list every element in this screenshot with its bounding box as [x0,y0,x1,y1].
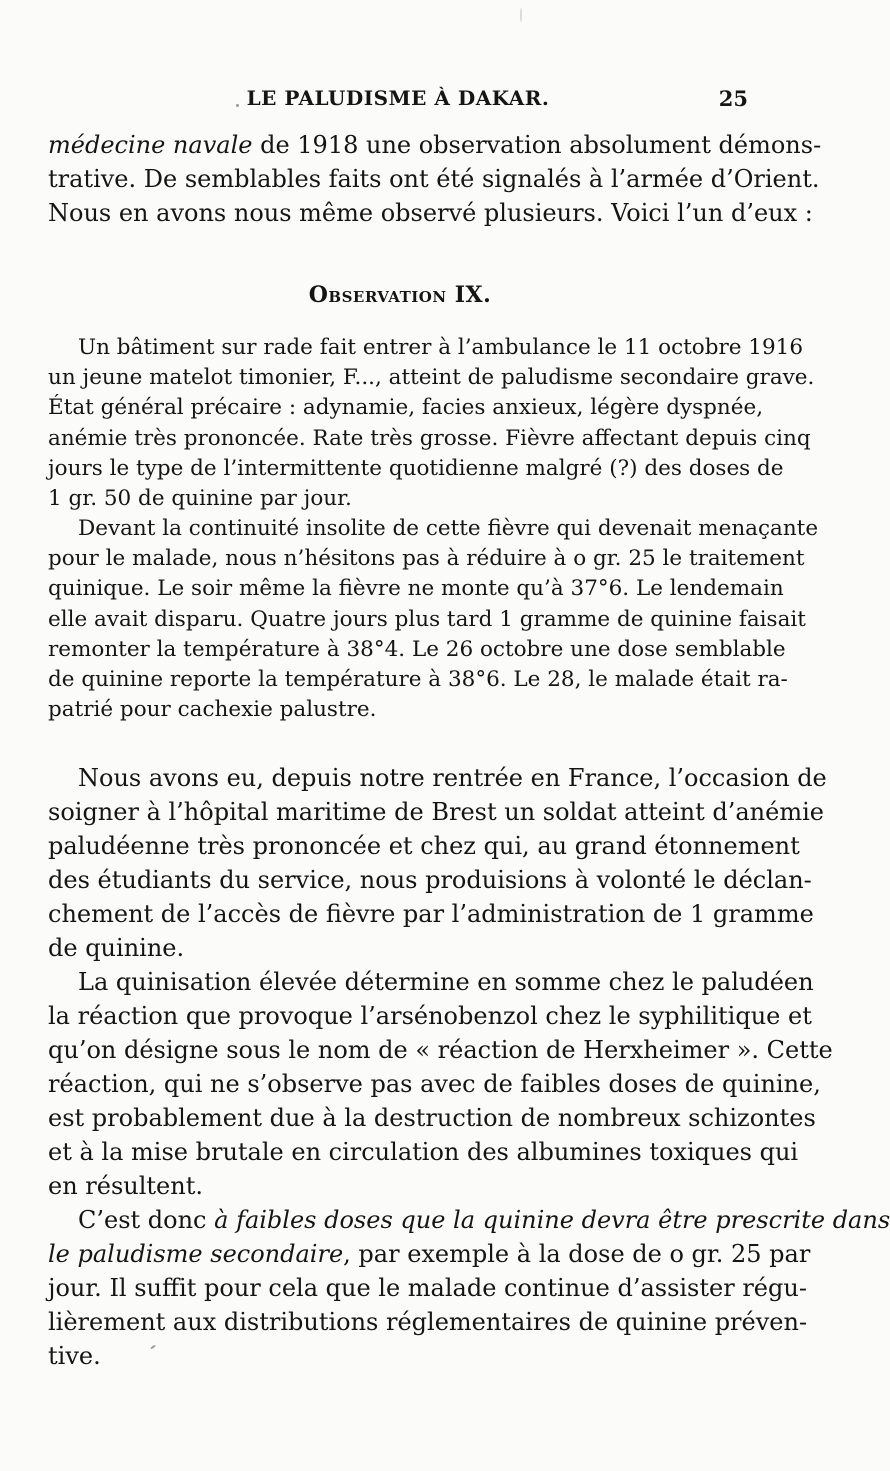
text-line: en résultent. [48,1172,203,1200]
text-line: La quinisation élevée détermine en somme chez le paludéen [78,968,814,996]
text-line: Devant la continuité insolite de cette fièvre qui devenait menaçante [78,516,819,541]
text-line: C’est donc à faibles doses que la quinine devra être prescrite dans [78,1206,890,1234]
text-line: patrié pour cachexie palustre. [48,697,377,723]
text-line: trative. De semblables faits ont été signalés à l’armée d’Orient. [48,165,820,193]
running-title: LE PALUDISME À DAKAR. [246,86,550,110]
text-line: Un bâtiment sur rade fait entrer à l’ambulance le 11 octobre 1916 [78,335,804,360]
text-line: paludéenne très prononcée et chez qui, au grand étonnement [48,832,800,860]
paper-speck [520,8,522,22]
text-line: médecine navale de 1918 une observation absolument démons- [48,131,822,159]
text-line: et à la mise brutale en circulation des albumines toxiques qui [48,1138,799,1166]
text-line: elle avait disparu. Quatre jours plus tard 1 gramme de quinine faisait [48,606,806,632]
text-line: un jeune matelot timonier, F..., atteint de paludisme secondaire grave. [48,365,815,391]
text-line: Nous avons eu, depuis notre rentrée en France, l’occasion de [78,764,827,792]
text-line: Nous en avons nous même observé plusieurs. Voici l’un d’eux : [48,199,813,227]
intro-paragraph [48,128,822,230]
text-line: anémie très prononcée. Rate très grosse. Fièvre affectant depuis cinq [48,425,811,451]
observation-paragraph-1 [48,333,815,514]
page-header [48,86,748,118]
text-line: des étudiants du service, nous produisions à volonté le déclan- [48,866,812,894]
body-paragraph-2 [48,965,833,1203]
text-line: de quinine reporte la température à 38°6. Le 28, le malade était ra- [48,667,788,693]
text-line: jours le type de l’intermittente quotidienne malgré (?) des doses de [48,455,784,481]
text-line: chement de l’accès de fièvre par l’administration de 1 gramme [48,900,814,928]
italic-text: le paludisme secondaire [48,1240,344,1268]
text-line: pour le malade, nous n’hésitons pas à réduire à o gr. 25 le traitement [48,546,805,572]
text-line: tive. [48,1342,101,1370]
text-line: quinique. Le soir même la fièvre ne monte qu’à 37°6. Le lendemain [48,576,784,602]
text-line: soigner à l’hôpital maritime de Brest un soldat atteint d’anémie [48,798,824,826]
text-line: la réaction que provoque l’arsénobenzol chez le syphilitique et [48,1002,812,1030]
text-line: le paludisme secondaire, par exemple à la dose de o gr. 25 par [48,1240,811,1268]
italic-text: médecine navale [48,131,253,159]
text-line: qu’on désigne sous le nom de « réaction de Herxheimer ». Cette [48,1036,833,1064]
text-line: État général précaire : adynamie, facies anxieux, légère dyspnée, [48,395,764,421]
text-line: jour. Il suffit pour cela que le malade continue d’assister régu- [48,1274,807,1302]
text-line: remonter la température à 38°4. Le 26 octobre une dose semblable [48,636,786,662]
text-line: de quinine. [48,934,185,962]
observation-paragraph-2 [48,514,819,725]
text-line: lièrement aux distributions réglementaires de quinine préven- [48,1308,808,1336]
observation-title: Observation IX. [308,282,492,308]
text-line: est probablement due à la destruction de nombreux schizontes [48,1104,816,1132]
page-number: 25 [718,86,748,111]
body-paragraph-1 [48,761,827,965]
paper-speck [236,104,239,107]
text-line: réaction, qui ne s’observe pas avec de faibles doses de quinine, [48,1070,821,1098]
italic-text: à faibles doses que la quinine devra être prescrite dans [214,1206,890,1234]
text-line: 1 gr. 50 de quinine par jour. [48,486,352,512]
